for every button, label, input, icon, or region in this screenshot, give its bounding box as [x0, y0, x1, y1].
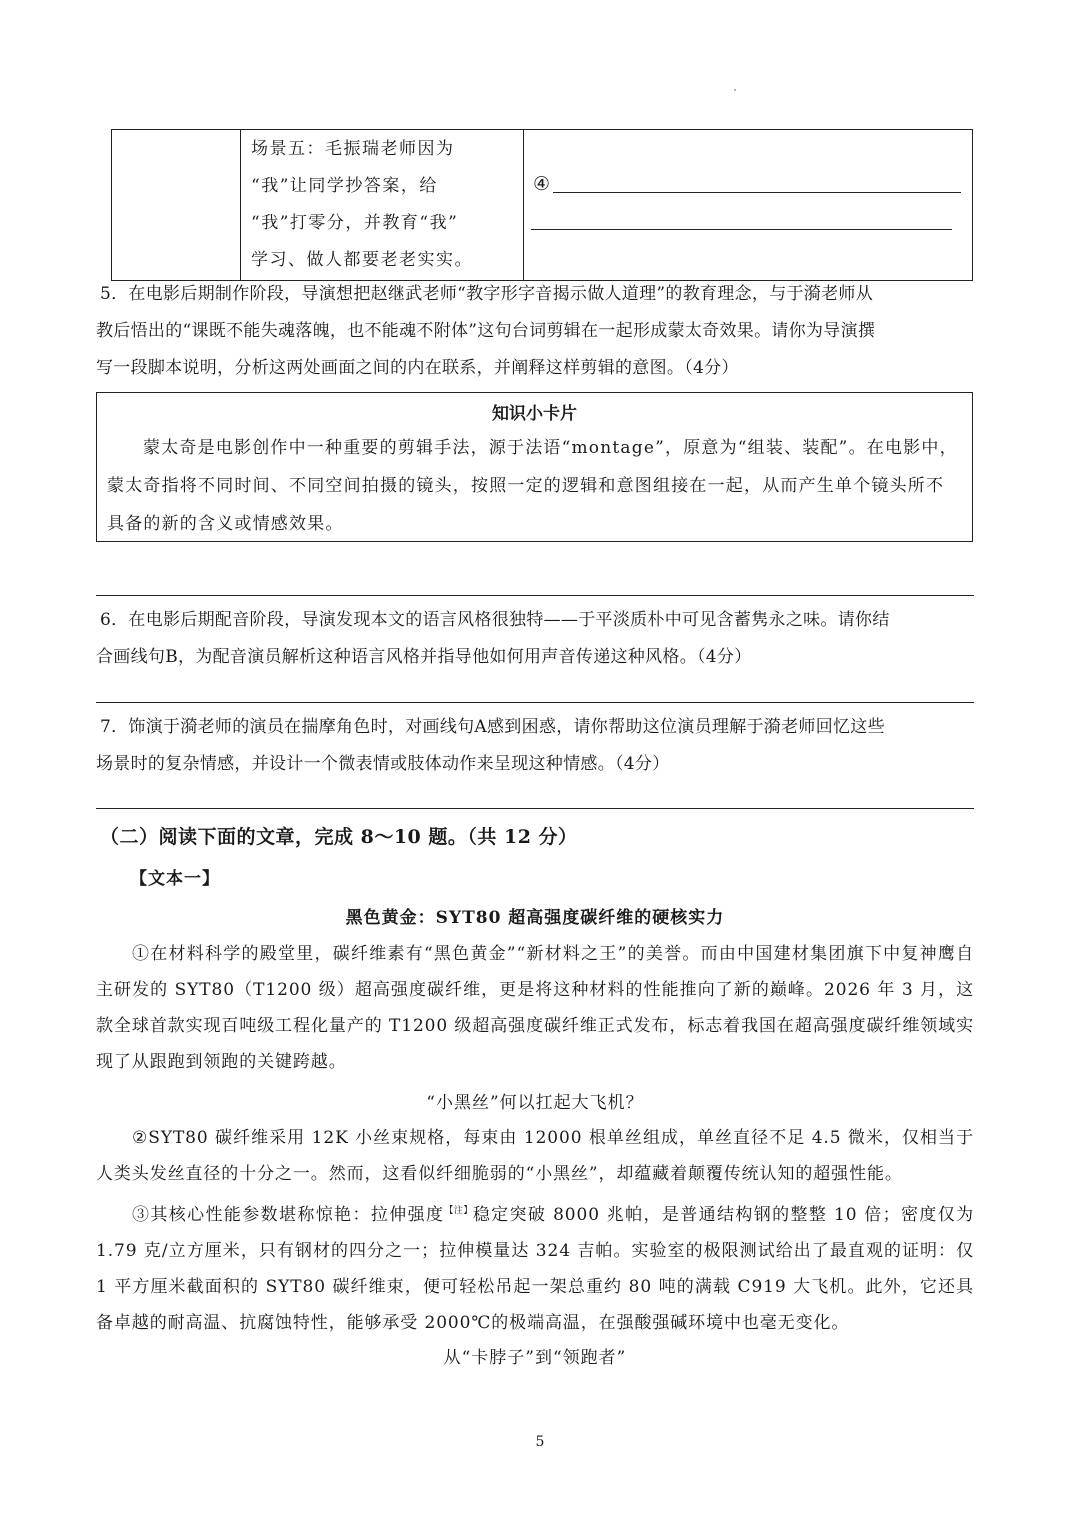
article-title: 黑色黄金：SYT80 超高强度碳纤维的硬核实力 [345, 908, 725, 928]
scene-five-cell [241, 130, 524, 280]
question-7-line: 场景时的复杂情感，并设计一个微表情或肢体动作来呈现这种情感。（4分） [96, 754, 670, 774]
scene-line: 学习、做人都要老老实实。 [251, 250, 473, 270]
page-number: 5 [535, 1434, 545, 1450]
footnote-marker[interactable]: 【注】 [444, 1206, 473, 1216]
scene-line: “我”让同学抄答案，给 [251, 176, 438, 196]
answer-rule[interactable] [96, 702, 974, 703]
scene-table-empty-cell [112, 130, 241, 280]
answer-blank-line[interactable] [531, 229, 952, 230]
answer-rule[interactable] [96, 808, 974, 809]
answer-rule[interactable] [96, 595, 974, 596]
question-6-line: 6．在电影后期配音阶段，导演发现本文的语言风格很独特——于平淡质朴中可见含蓄隽永之味。请你结 [100, 610, 890, 630]
article-paragraph-2: ②SYT80 碳纤维采用 12K 小丝束规格，每束由 12000 根单丝组成，单丝直径不足 4.5 微米，仅相当于人类头发丝直径的十分之一。然而，这看似纤细脆弱的“小黑丝”，却蕴藏着颠覆传统认知的超强性能。 [96, 1128, 974, 1184]
text-one-label: 【文本一】 [130, 869, 220, 889]
section-heading: （二）阅读下面的文章，完成 8～10 题。（共 12 分） [100, 826, 578, 848]
answer-number-four: ④ [533, 173, 551, 195]
scene-table [111, 129, 973, 281]
answer-blank-line[interactable] [553, 192, 961, 193]
question-5-line: 写一段脚本说明，分析这两处画面之间的内在联系，并阐释这样剪辑的意图。（4分） [96, 358, 739, 378]
knowledge-card-text: 蒙太奇是电影创作中一种重要的剪辑手法，源于法语“montage”，原意为“组装、装配”。在电影中，蒙太奇指将不同时间、不同空间拍摄的镜头，按照一定的逻辑和意图组接在一起，从而产生单个镜头所不具备的新的含义或情感效果。 [107, 438, 958, 534]
question-5-line: 教后悟出的“课既不能失魂落魄，也不能魂不附体”这句台词剪辑在一起形成蒙太奇效果。请你为导演撰 [96, 321, 876, 341]
article-subheading: “小黑丝”何以扛起大飞机？ [426, 1093, 644, 1113]
article-subheading: 从“卡脖子”到“领跑者” [443, 1348, 627, 1368]
paragraph-3-rest: 稳定突破 8000 兆帕，是普通结构钢的整整 10 倍；密度仅为 1.79 克/立方厘米，只有钢材的四分之一；拉伸模量达 324 吉帕。实验室的极限测试给出了最直观的证明：仅 1 平方厘米截面积的 SYT80 碳纤维束，便可轻松吊起一架总重约 80 吨的满载 C919 大飞机。此外，它还具备卓越的耐高温、抗腐蚀特性，能够承受 2000℃的极端高温，在强酸强碱环境中也毫无变化。 [96, 1205, 974, 1333]
article-paragraph-3 [96, 1193, 974, 1341]
question-6-line: 合画线句B，为配音演员解析这种语言风格并指导他如何用声音传递这种风格。（4分） [96, 647, 752, 667]
scene-line: 场景五：毛振瑞老师因为 [251, 139, 455, 159]
scene-line: “我”打零分，并教育“我” [251, 213, 459, 233]
article-paragraph-1: ①在材料科学的殿堂里，碳纤维素有“黑色黄金”“新材料之王”的美誉。而由中国建材集团旗下中复神鹰自主研发的 SYT80（T1200 级）超高强度碳纤维，更是将这种材料的性能推向了新的巅峰。2026 年 3 月，这款全球首款实现百吨级工程化量产的 T1200 级超高强度碳纤维正式发布，标志着我国在超高强度碳纤维领域实现了从跟跑到领跑的关键跨越。 [96, 944, 974, 1072]
question-5-line: 5．在电影后期制作阶段，导演想把赵继武老师“教字形字音揭示做人道理”的教育理念，与于漪老师从 [100, 284, 873, 304]
paragraph-3-start: ③其核心性能参数堪称惊艳：拉伸强度 [132, 1205, 445, 1225]
scan-dot [734, 89, 736, 91]
question-7-line: 7．饰演于漪老师的演员在揣摩角色时，对画线句A感到困惑，请你帮助这位演员理解于漪老师回忆这些 [100, 717, 885, 737]
knowledge-card-title: 知识小卡片 [492, 404, 577, 424]
knowledge-card [96, 392, 973, 542]
